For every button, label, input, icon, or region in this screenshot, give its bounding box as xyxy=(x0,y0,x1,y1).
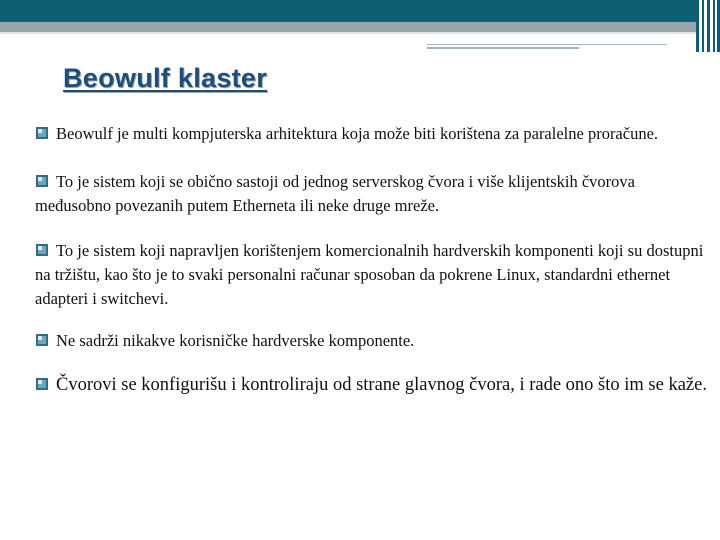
checkbox-square-icon xyxy=(35,377,49,391)
checkbox-square-icon xyxy=(35,126,49,140)
bullet-list xyxy=(35,122,715,398)
bullet-item xyxy=(35,239,715,311)
header-gray-bar xyxy=(0,22,696,32)
stripe xyxy=(696,0,699,52)
header-accent-line xyxy=(427,44,667,45)
slide-header-decoration xyxy=(0,0,720,36)
header-accent-line-short xyxy=(427,47,579,49)
header-divider-line xyxy=(0,32,696,34)
header-vertical-stripes xyxy=(696,0,720,52)
header-teal-bar xyxy=(0,0,696,22)
stripe xyxy=(707,0,710,52)
checkbox-square-icon xyxy=(35,174,49,188)
stripe xyxy=(702,0,704,52)
bullet-text: Beowulf je multi kompjuterska arhitektura koja može biti korištena za paralelne proračune. xyxy=(56,124,659,143)
bullet-text: To je sistem koji se obično sastoji od jednog serverskog čvora i više klijentskih čvorova međusobno povezanih putem Etherneta ili neke druge mreže. xyxy=(35,172,635,215)
slide-title: Beowulf klaster xyxy=(63,63,268,93)
stripe xyxy=(713,0,715,52)
bullet-item xyxy=(35,329,715,353)
bullet-text: Čvorovi se konfigurišu i kontroliraju od strane glavnog čvora, i rade ono što im se kaže. xyxy=(56,375,707,395)
bullet-item xyxy=(35,122,715,146)
bullet-item xyxy=(35,373,715,398)
checkbox-square-icon xyxy=(35,333,49,347)
bullet-text: To je sistem koji napravljen korištenjem komercionalnih hardverskih komponenti koji su dostupni na tržištu, kao što je to svaki personalni računar sposoban da pokrene Linux, standardni ethernet adapteri i switchevi. xyxy=(35,241,704,308)
bullet-item xyxy=(35,170,715,218)
checkbox-square-icon xyxy=(35,243,49,257)
bullet-text: Ne sadrži nikakve korisničke hardverske komponente. xyxy=(56,331,415,350)
